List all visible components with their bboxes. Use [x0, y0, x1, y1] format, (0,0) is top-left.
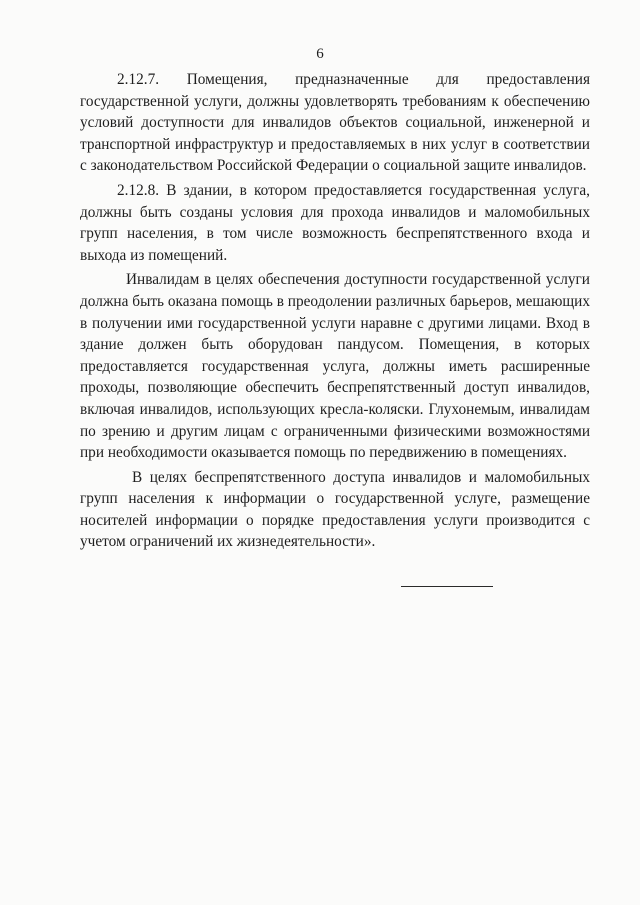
paragraph-2-12-7: 2.12.7. Помещения, предназначенные для предоставления государственной услуги, должны удовлетворять требованиям к обеспечению условий доступности для инвалидов объектов социальной, инженерной и транспортной инфраструктур и предоставляемых в них услуг в соответствии с законодательством Российской Федерации о социальной защите инвалидов.: [80, 71, 590, 175]
closing-divider-line: [401, 586, 493, 587]
document-body: [80, 69, 590, 553]
paragraph-2-12-8: 2.12.8. В здании, в котором предоставляется государственная услуга, должны быть созданы условия для прохода инвалидов и маломобильных групп населения, в том числе возможность беспрепятственного входа и выхода из помещений.: [80, 181, 590, 264]
paragraph-accessibility-assistance: Инвалидам в целях обеспечения доступности государственной услуги должна быть оказана помощь в преодолении различных барьеров, мешающих в получении ими государственной услуги наравне с другими лицами. Вход в здание должен быть оборудован пандусом. Помещения, в которых предоставляется государственная услуга, должны иметь расширенные проходы, позволяющие обеспечить беспрепятственный доступ инвалидов, включая инвалидов, использующих кресла-коляски. Глухонемым, инвалидам по зрению и другим лицам с ограниченными физическими возможностями при необходимости оказывается помощь по передвижению в помещениях.: [80, 271, 590, 462]
paragraph-information-access: В целях беспрепятственного доступа инвалидов и маломобильных групп населения к информации о государственной услуге, размещение носителей информации о порядке предоставления услуги производится с учетом ограничений их жизнедеятельности».: [80, 468, 590, 551]
page-number: 6: [316, 46, 324, 62]
